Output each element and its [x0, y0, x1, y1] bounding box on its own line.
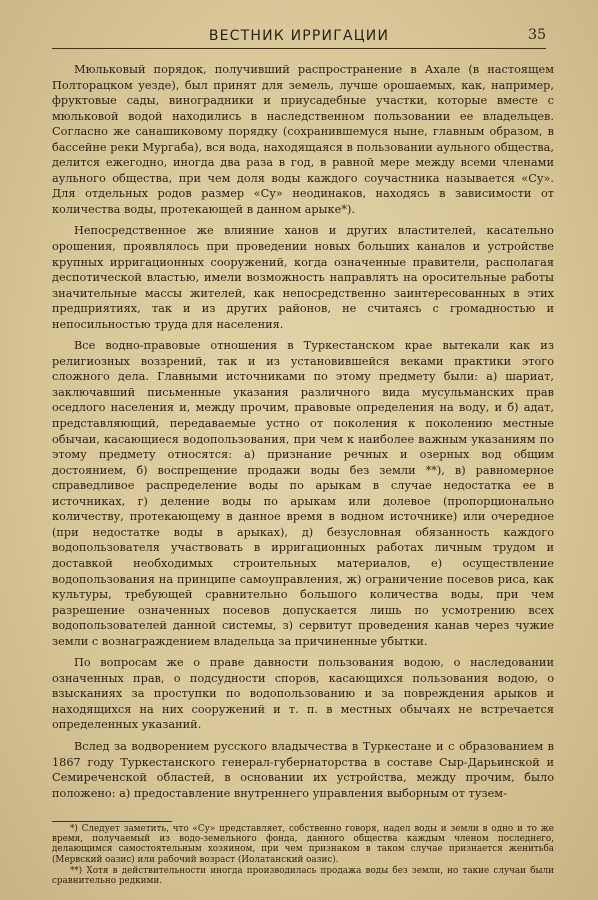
page-number: 35: [528, 27, 546, 43]
paragraph: Все водно-правовые отношения в Туркестанском крае вытекали как из религиозных воззрений, так и из установившейся веками практики этого сложного дела. Главными источниками по этому предмету были: а) шариат, заключавший письменные указания различного вида мусульманских прав оседлого населения и, между прочим, правовые определения на воду, и б) адат, представляющий, передаваемые устно от поколения к поколению местные обычаи, касающиеся водопользования, при чем к наиболее важным указаниям по этому предмету относятся: а) признание речных и озерных вод общим достоянием, б) воспрещение продажи воды без земли **), в) равномерное справедливое распределение воды по арыкам в случае недостатка ее в источниках, г) деление воды по арыкам или долевое (пропорционально количеству, протекающему в данное время в водном источнике) или очередное (при недостатке воды в арыках), д) безусловная обязанность каждого водопользователя участвовать в ирригационных работах личным трудом и доставкой необходимых строительных материалов, е) осуществление водопользования на принципе самоуправления, ж) ограничение посевов риса, как культуры, требующей сравнительно большого количества воды, при чем разрешение означенных посевов допускается лишь по усмотрению всех водопользователей данной системы, з) сервитут проведения канав через чужие земли с вознаграждением владельца за причиненные убытки.: [52, 339, 554, 648]
footnote: *) Следует заметить, что «Су» представляет, собственно говоря, надел воды и земли в одно и то же время, получаемый из водо-земельного фонда, данного общества каждым членом последнего, делающимся самостоятельным хозяином, при чем признаком в таком случае признается женитьба (Мервский оазис) или рабочий возраст (Иолатанский оазис).: [52, 824, 554, 865]
paragraph: Вслед за водворением русского владычества в Туркестане и с образованием в 1867 году Туркестанского генерал-губернаторства в составе Сыр-Дарьинской и Семиреченской областей, в основании их устройства, между прочим, было положено: а) предоставление внутреннего управления выборным от тузем-: [52, 739, 554, 800]
footnote-divider: [52, 821, 172, 822]
running-header: [52, 26, 546, 49]
footnotes: [52, 824, 554, 887]
journal-title: ВЕСТНИК ИРРИГАЦИИ: [208, 28, 390, 44]
paragraph: По вопросам же о праве давности пользования водою, о наследовании означенных прав, о подсудности споров, касающихся пользования водою, о взысканиях за проступки по водопользованию и за повреждения арыков и находящихся на них сооружений и т. п. в местных обычаях не встречается определенных указаний.: [52, 656, 554, 732]
paragraph: Непосредственное же влияние ханов и других властителей, касательно орошения, проявлялось при проведении новых больших каналов и устройстве крупных ирригационных сооружений, когда означенные правители, располагая деспотической властью, имели возможность направлять на оросительные работы значительные массы жителей, как непосредственно заинтересованных в этих предприятиях, так и из других районов, не считаясь с громадностью и непосильностью труда для населения.: [52, 224, 554, 331]
article-body: [52, 62, 554, 807]
paragraph: Мюльковый порядок, получивший распространение в Ахале (в настоящем Полторацком уезде), был принят для земель, лучше орошаемых, как, например, фруктовые сады, виноградники и приусадебные участки, которые вместе с мюльковой водой находились в наследственном пользовании ее владельцев. Согласно же санашиковому порядку (сохранившемуся ныне, главным образом, в бассейне реки Мургаба), вся вода, находящаяся в пользовании аульного общества, делится ежегодно, иногда два раза в год, в равной мере между всеми членами аульного общества, при чем доля воды каждого соучастника называется «Су». Для отдельных родов размер «Су» неодинаков, находясь в зависимости от количества воды, протекающей в данном арыке*).: [52, 63, 554, 216]
footnote: **) Хотя в действительности иногда производилась продажа воды без земли, но такие случаи были сравнительно редкими.: [52, 865, 554, 887]
